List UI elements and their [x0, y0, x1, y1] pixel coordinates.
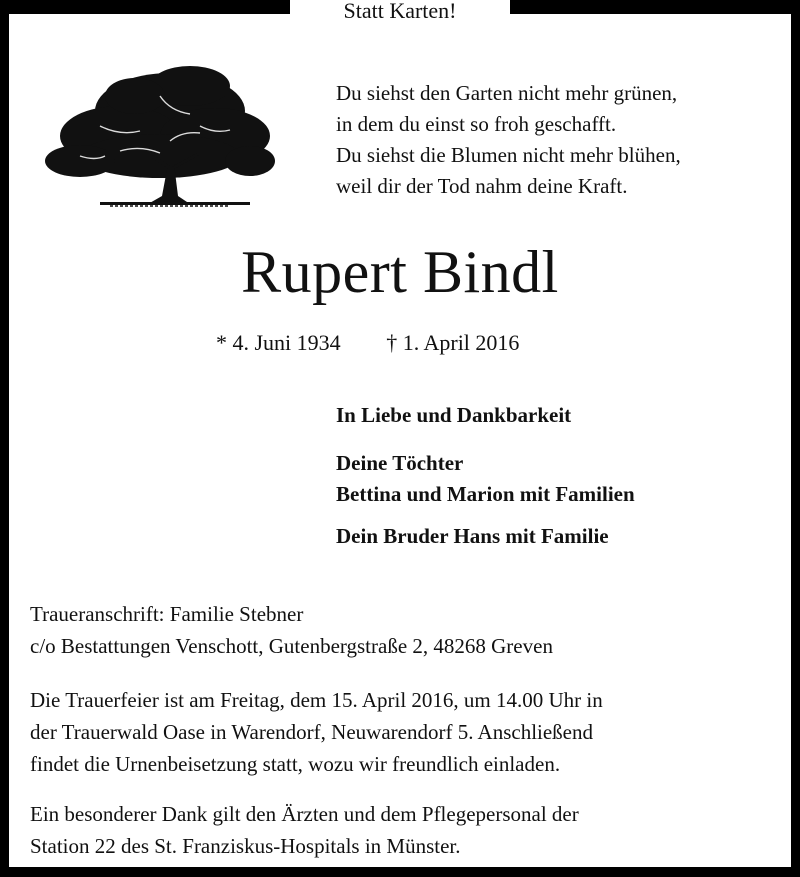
poem-line: Du siehst den Garten nicht mehr grünen,	[336, 81, 678, 105]
daughters-label: Deine Töchter	[336, 451, 464, 475]
poem-line: in dem du einst so froh geschafft.	[336, 112, 617, 136]
top-border-right	[510, 0, 800, 14]
tree-icon	[40, 56, 280, 214]
thanks-text-line: Station 22 des St. Franziskus-Hospitals in Münster.	[30, 834, 461, 858]
ceremony-text	[30, 684, 770, 780]
left-border	[0, 0, 9, 877]
mourning-address	[30, 598, 553, 662]
ceremony-line: der Trauerwald Oase in Warendorf, Neuwarendorf 5. Anschließend	[30, 720, 594, 744]
address-line: Traueranschrift: Familie Stebner	[30, 602, 304, 626]
thanks-line: In Liebe und Dankbarkeit	[336, 403, 572, 427]
birth-date: * 4. Juni 1934	[216, 330, 341, 355]
thanks-text-line: Ein besonderer Dank gilt den Ärzten und dem Pflegepersonal der	[30, 802, 579, 826]
header-title: Statt Karten!	[343, 0, 457, 23]
poem	[336, 78, 681, 202]
deceased-name: Rupert Bindl	[241, 239, 559, 305]
right-border	[791, 0, 800, 877]
ceremony-line: Die Trauerfeier ist am Freitag, dem 15. April 2016, um 14.00 Uhr in	[30, 688, 603, 712]
mourners-daughters	[336, 448, 635, 510]
bottom-border	[0, 867, 800, 877]
death-date: † 1. April 2016	[386, 330, 520, 355]
ceremony-line: findet die Urnenbeisetzung statt, wozu wir freundlich einladen.	[30, 752, 561, 776]
thanks-text	[30, 798, 770, 862]
address-line: c/o Bestattungen Venschott, Gutenbergstraße 2, 48268 Greven	[30, 634, 553, 658]
mourners-brother: Dein Bruder Hans mit Familie	[336, 524, 609, 548]
top-border-left	[0, 0, 290, 14]
poem-line: Du siehst die Blumen nicht mehr blühen,	[336, 143, 681, 167]
daughters-names: Bettina und Marion mit Familien	[336, 482, 635, 506]
life-dates	[216, 330, 519, 356]
poem-line: weil dir der Tod nahm deine Kraft.	[336, 174, 628, 198]
